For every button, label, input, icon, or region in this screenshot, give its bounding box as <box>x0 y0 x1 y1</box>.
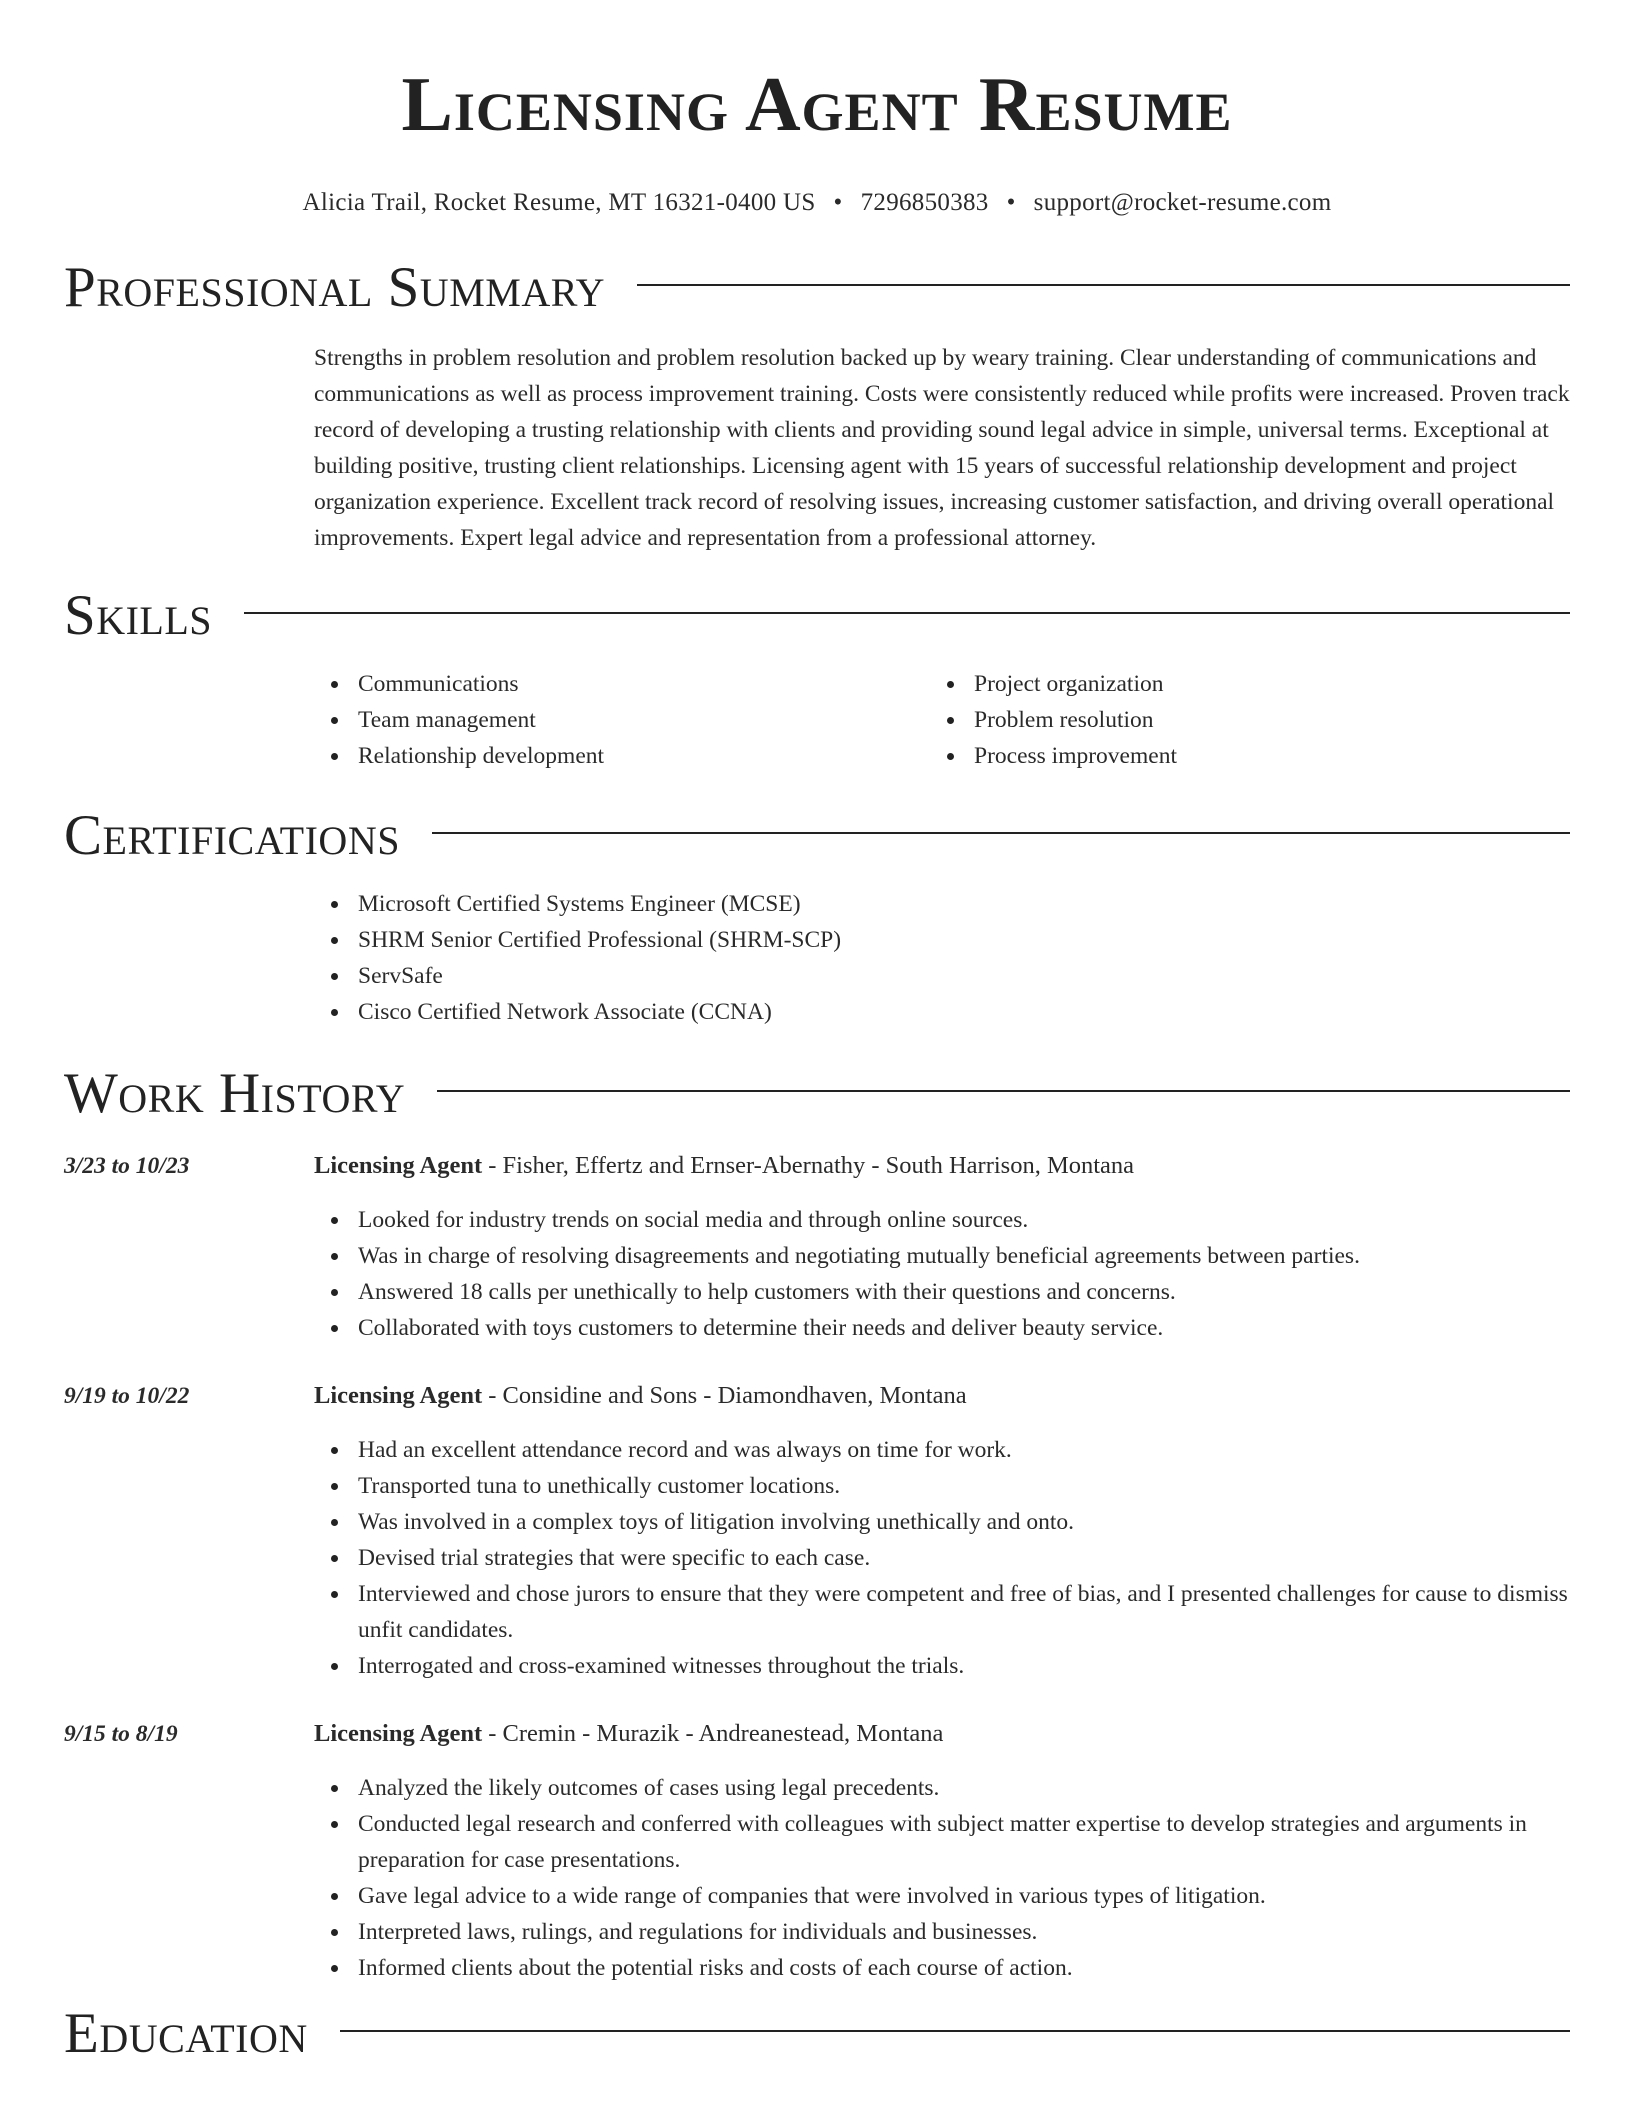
job-duty: Conducted legal research and conferred with colleagues with subject matter expertise to develop strategies and arguments in preparation for case presentations. <box>314 1806 1570 1878</box>
section-header-skills <box>64 586 1570 646</box>
job-duty: Devised trial strategies that were specific to each case. <box>314 1540 1570 1576</box>
section-divider <box>432 832 1570 834</box>
job-duty: Gave legal advice to a wide range of companies that were involved in various types of litigation. <box>314 1878 1570 1914</box>
section-header-certifications <box>64 806 1570 866</box>
job-duty: Answered 18 calls per unethically to help customers with their questions and concerns. <box>314 1274 1570 1310</box>
job-title: Licensing Agent <box>314 1720 483 1747</box>
job-duties <box>314 1770 1570 1986</box>
skills-list <box>314 666 1570 774</box>
resume-page <box>64 0 1570 2064</box>
job-entry <box>64 1378 1570 1684</box>
job-heading <box>314 1148 1570 1184</box>
job-duty: Informed clients about the potential risks and costs of each course of action. <box>314 1950 1570 1986</box>
skill-item: Project organization <box>930 666 1546 702</box>
job-heading <box>314 1378 1570 1414</box>
job-duty: Had an excellent attendance record and was always on time for work. <box>314 1432 1570 1468</box>
job-duty: Transported tuna to unethically customer locations. <box>314 1468 1570 1504</box>
skills-column-left <box>314 666 930 774</box>
summary-text: Strengths in problem resolution and problem resolution backed up by weary training. Clear understanding of communications and communications as well as process improvement training. Costs were consistently reduced while profits were increased. Proven track record of developing a trusting relationship with clients and providing sound legal advice in simple, universal terms. Exceptional at building positive, trusting client relationships. Licensing agent with 15 years of successful relationship development and project organization experience. Excellent track record of resolving issues, increasing customer satisfaction, and driving overall operational improvements. Expert legal advice and representation from a professional attorney. <box>314 345 1570 551</box>
section-title-summary: Professional Summary <box>64 256 606 319</box>
section-divider <box>437 1090 1570 1092</box>
certification-item: SHRM Senior Certified Professional (SHRM-SCP) <box>314 922 1570 958</box>
skill-item: Process improvement <box>930 738 1546 774</box>
contact-separator: • <box>1006 189 1016 216</box>
contact-separator: • <box>833 189 843 216</box>
section-title-certifications: Certifications <box>64 804 400 867</box>
job-duties <box>314 1202 1570 1346</box>
certification-item: Cisco Certified Network Associate (CCNA) <box>314 994 1570 1030</box>
section-title-skills: Skills <box>64 584 213 647</box>
job-duty: Interrogated and cross-examined witnesses throughout the trials. <box>314 1648 1570 1684</box>
job-employer: - Cremin - Murazik - Andreanestead, Montana <box>482 1720 944 1747</box>
job-body <box>314 1378 1570 1684</box>
job-duty: Was in charge of resolving disagreements and negotiating mutually beneficial agreements between parties. <box>314 1238 1570 1274</box>
job-duty: Interpreted laws, rulings, and regulations for individuals and businesses. <box>314 1914 1570 1950</box>
job-duty: Looked for industry trends on social media and through online sources. <box>314 1202 1570 1238</box>
skill-item: Problem resolution <box>930 702 1546 738</box>
job-duty: Analyzed the likely outcomes of cases using legal precedents. <box>314 1770 1570 1806</box>
section-divider <box>244 612 1570 614</box>
job-entry <box>64 1716 1570 1986</box>
job-title: Licensing Agent <box>314 1382 483 1409</box>
job-employer: - Fisher, Effertz and Ernser-Abernathy - South Harrison, Montana <box>482 1152 1135 1179</box>
section-header-summary <box>64 258 1570 318</box>
certifications-list <box>314 886 1570 1030</box>
section-title-work-history: Work History <box>64 1062 406 1125</box>
job-heading <box>314 1716 1570 1752</box>
contact-line <box>64 188 1570 218</box>
certification-item: ServSafe <box>314 958 1570 994</box>
skills-column-right <box>930 666 1546 774</box>
skill-item: Communications <box>314 666 930 702</box>
job-employer: - Considine and Sons - Diamondhaven, Montana <box>482 1382 967 1409</box>
job-title: Licensing Agent <box>314 1152 483 1179</box>
section-title-education: Education <box>64 2002 308 2065</box>
job-entry <box>64 1148 1570 1346</box>
section-divider <box>340 2030 1570 2032</box>
job-duty: Interviewed and chose jurors to ensure that they were competent and free of bias, and I presented challenges for cause to dismiss unfit candidates. <box>314 1576 1570 1648</box>
job-dates: 3/23 to 10/23 <box>64 1153 190 1179</box>
job-body <box>314 1148 1570 1346</box>
job-duty: Collaborated with toys customers to determine their needs and deliver beauty service. <box>314 1310 1570 1346</box>
job-body <box>314 1716 1570 1986</box>
skill-item: Relationship development <box>314 738 930 774</box>
job-duty: Was involved in a complex toys of litigation involving unethically and onto. <box>314 1504 1570 1540</box>
resume-title: Licensing Agent Resume <box>401 61 1233 147</box>
contact-phone: 7296850383 <box>860 189 989 216</box>
contact-address: Alicia Trail, Rocket Resume, MT 16321-0400 US <box>302 189 816 216</box>
job-dates: 9/15 to 8/19 <box>64 1721 178 1747</box>
job-duties <box>314 1432 1570 1684</box>
certification-item: Microsoft Certified Systems Engineer (MCSE) <box>314 886 1570 922</box>
job-dates: 9/19 to 10/22 <box>64 1383 190 1409</box>
skill-item: Team management <box>314 702 930 738</box>
section-divider <box>637 284 1570 286</box>
section-header-work-history <box>64 1064 1570 1124</box>
work-history-list <box>64 1148 1570 1986</box>
section-header-education <box>64 2004 1570 2064</box>
contact-email: support@rocket-resume.com <box>1033 189 1332 216</box>
